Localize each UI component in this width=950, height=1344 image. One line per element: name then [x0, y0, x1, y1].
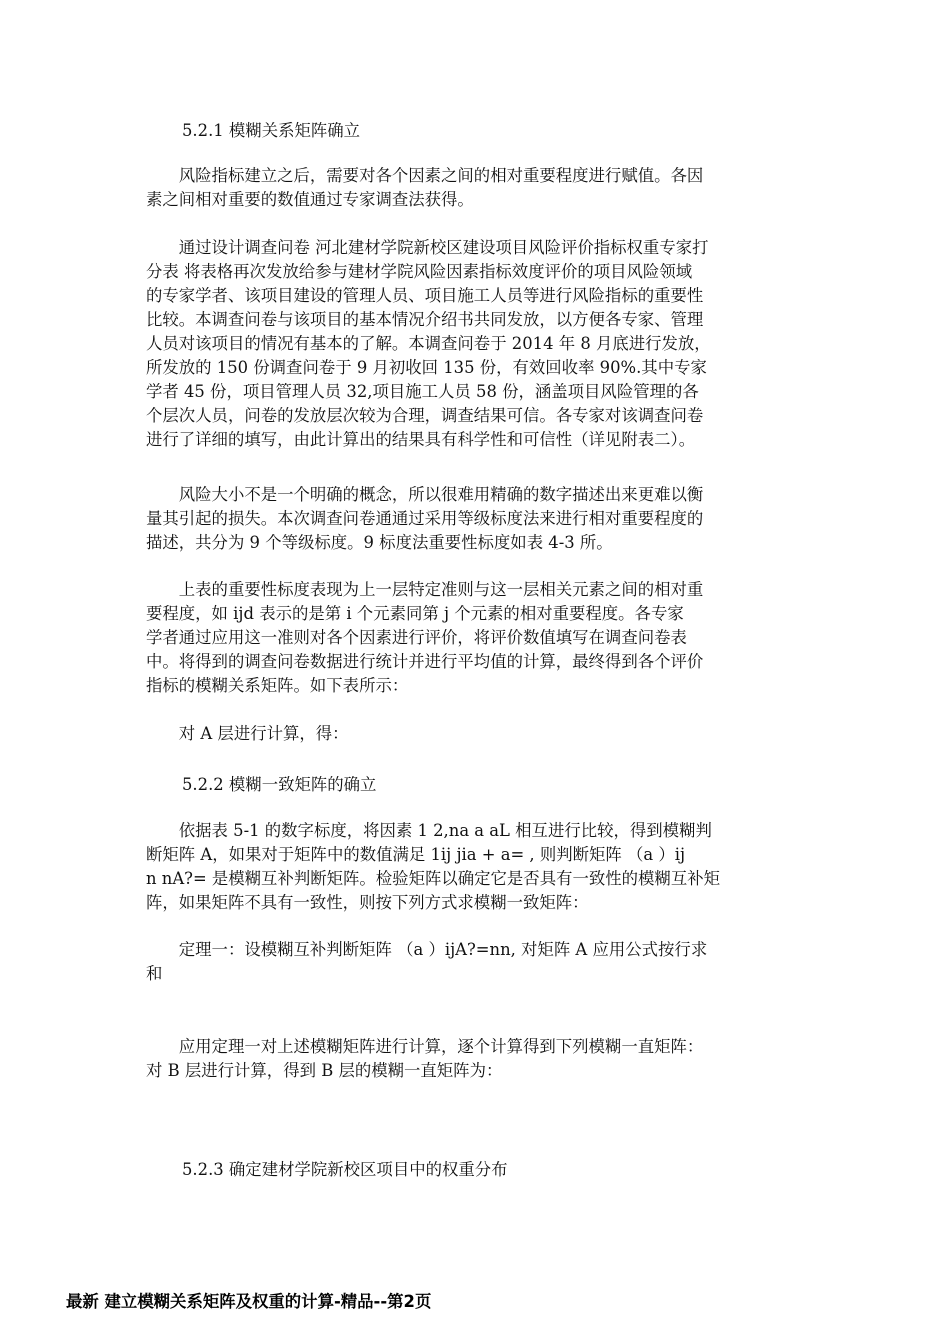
text-line: 学者通过应用这一准则对各个因素进行评价，将评价数值填写在调查问卷表 [146, 628, 687, 647]
text-line: 个层次人员，问卷的发放层次较为合理，调查结果可信。各专家对该调查问卷 [146, 406, 704, 425]
text-line: 所发放的 150 份调查问卷于 9 月初收回 135 份，有效回收率 90%.其中专家 [146, 358, 707, 377]
text-line: 风险指标建立之后，需要对各个因素之间的相对重要程度进行赋值。各因 [146, 166, 704, 185]
text-line: 素之间相对重要的数值通过专家调查法获得。 [146, 190, 474, 209]
paragraph-risk-indicator [146, 164, 806, 212]
text-line: 应用定理一对上述模糊矩阵进行计算，逐个计算得到下列模糊一直矩阵： [146, 1037, 704, 1056]
text-line: 和 [146, 964, 163, 983]
text-line: 要程度，如 ijd 表示的是第 i 个元素同第 j 个元素的相对重要程度。各专家 [146, 604, 684, 623]
text-line: 阵，如果矩阵不具有一致性，则按下列方式求模糊一致矩阵： [146, 893, 589, 912]
text-line: 人员对该项目的情况有基本的了解。本调查问卷于 2014 年 8 月底进行发放， [146, 334, 711, 353]
text-line: 依据表 5-1 的数字标度，将因素 1 2,na a aL 相互进行比较，得到模糊判 [146, 821, 712, 840]
text-line: 量其引起的损失。本次调查问卷通通过采用等级标度法来进行相对重要程度的 [146, 509, 704, 528]
text-line: 分表 将表格再次发放给参与建材学院风险因素指标效度评价的项目风险领域 [146, 262, 693, 281]
text-line: 对 A 层进行计算，得： [146, 724, 349, 743]
text-line: 上表的重要性标度表现为上一层特定准则与这一层相关元素之间的相对重 [146, 580, 704, 599]
section-heading-5-2-1: 5.2.1 模糊关系矩阵确立 [182, 121, 361, 140]
text-line: 指标的模糊关系矩阵。如下表所示： [146, 676, 409, 695]
text-line: 描述，共分为 9 个等级标度。9 标度法重要性标度如表 4-3 所。 [146, 533, 613, 552]
text-line: 定理一：设模糊互补判断矩阵 （a ）ijA?=nn, 对矩阵 A 应用公式按行求 [146, 940, 708, 959]
text-line: n nA?= 是模糊互补判断矩阵。检验矩阵以确定它是否具有一致性的模糊互补矩 [146, 869, 720, 888]
text-line: 比较。本调查问卷与该项目的基本情况介绍书共同发放，以方便各专家、管理 [146, 310, 704, 329]
section-heading-5-2-2: 5.2.2 模糊一致矩阵的确立 [182, 775, 377, 794]
text-line: 进行了详细的填写，由此计算出的结果具有科学性和可信性（详见附表二）。 [146, 430, 696, 449]
paragraph-risk-scale [146, 483, 806, 555]
text-line: 通过设计调查问卷 河北建材学院新校区建设项目风险评价指标权重专家打 [146, 238, 709, 257]
paragraph-fuzzy-judgment [146, 819, 806, 915]
text-line: 的专家学者、该项目建设的管理人员、项目施工人员等进行风险指标的重要性 [146, 286, 704, 305]
paragraph-survey [146, 236, 806, 452]
paragraph-apply-theorem [146, 1035, 806, 1083]
paragraph-layer-a [146, 722, 806, 746]
page-footer: 最新 建立模糊关系矩阵及权重的计算-精品--第2页 [66, 1292, 432, 1311]
text-line: 风险大小不是一个明确的概念，所以很难用精确的数字描述出来更难以衡 [146, 485, 704, 504]
text-line: 中。将得到的调查问卷数据进行统计并进行平均值的计算，最终得到各个评价 [146, 652, 704, 671]
text-line: 断矩阵 A，如果对于矩阵中的数值满足 1ij jia + a= , 则判断矩阵 （a ）ij [146, 845, 686, 864]
paragraph-theorem-one [146, 938, 806, 986]
text-line: 对 B 层进行计算，得到 B 层的模糊一直矩阵为： [146, 1061, 503, 1080]
text-line: 学者 45 份，项目管理人员 32,项目施工人员 58 份，涵盖项目风险管理的各 [146, 382, 699, 401]
section-heading-5-2-3: 5.2.3 确定建材学院新校区项目中的权重分布 [182, 1160, 508, 1179]
paragraph-importance-scale [146, 578, 806, 698]
